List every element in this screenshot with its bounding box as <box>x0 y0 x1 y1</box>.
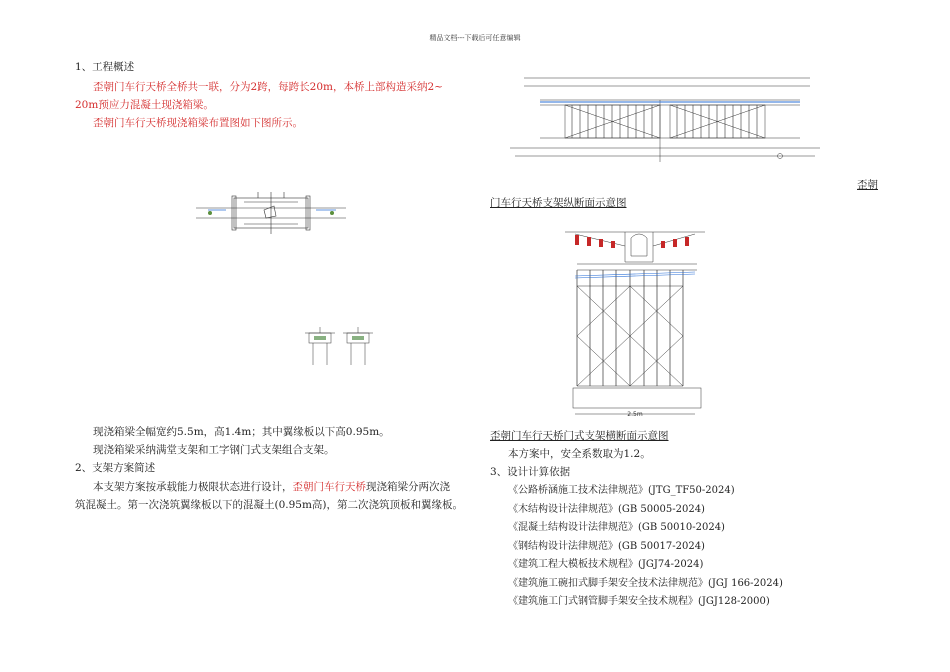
reference-item: 《木结构设计法律规范》(GB 50005-2024) <box>508 503 705 515</box>
figure-caption-longitudinal-part2: 门车行天桥支架纵断面示意图 <box>490 197 627 209</box>
box-girder-text-1: 现浇箱梁全幅宽约5.5m，高1.4m；其中翼缘板以下高0.95m。 <box>93 426 390 438</box>
scheme-line-1 <box>93 478 450 496</box>
figure-caption-longitudinal-part1: 歪朝 <box>857 179 878 191</box>
reference-item: 《混凝土结构设计法律规范》(GB 50010-2024) <box>508 522 725 533</box>
safety-factor-text: 本方案中，安全系数取为1.2。 <box>508 448 651 460</box>
portal-support-cross-section-drawing <box>565 226 705 418</box>
heading-support-scheme: 2、支架方案简述 <box>75 462 156 474</box>
heading-design-basis: 3、设计计算依据 <box>490 466 571 478</box>
reference-item: 《建筑施工碗扣式脚手架安全技术法律规范》(JGJ 166-2024) <box>508 577 783 589</box>
scheme-line-2: 筑混凝土。第一次浇筑翼缘板以下的混凝土(0.95m高)，第二次浇筑顶板和翼缘板。 <box>75 499 464 511</box>
box-girder-plan-drawing <box>196 188 346 238</box>
reference-item: 《建筑施工门式钢管脚手架安全技术规程》(JGJ128-2000) <box>508 596 770 607</box>
scheme-line-1-post: 现浇箱梁分两次浇 <box>366 481 450 493</box>
scheme-line-1-pre: 本支架方案按承载能力极限状态进行设计， <box>93 481 293 493</box>
small-cross-section-drawing <box>305 325 375 367</box>
box-girder-text-2: 现浇箱梁采纳满堂支架和工字钢门式支架组合支架。 <box>93 444 335 456</box>
figure-caption-cross-section: 歪朝门车行天桥门式支架横断面示意图 <box>490 430 669 442</box>
longitudinal-section-drawing <box>510 72 840 164</box>
cross-section-width-label: 2.5m <box>627 411 643 418</box>
overview-line-3: 歪朝门车行天桥现浇箱梁布置图如下图所示。 <box>93 117 303 129</box>
overview-line-2: 20m预应力混凝土现浇箱梁。 <box>75 99 214 111</box>
page-header: 精品文档---下载后可任意编辑 <box>429 34 521 42</box>
scheme-line-1-highlight: 歪朝门车行天桥 <box>292 481 366 493</box>
reference-item: 《公路桥涵施工技术法律规范》(JTG_TF50-2024) <box>508 485 735 496</box>
reference-item: 《建筑工程大模板技术规程》(JGJ74-2024) <box>508 559 704 570</box>
overview-line-1: 歪朝门车行天桥全桥共一联，分为2跨，每跨长20m，本桥上部构造采纳2~ <box>93 81 443 93</box>
reference-list <box>508 482 783 612</box>
reference-item: 《钢结构设计法律规范》(GB 50017-2024) <box>508 540 705 552</box>
heading-overview: 1、工程概述 <box>75 61 135 73</box>
